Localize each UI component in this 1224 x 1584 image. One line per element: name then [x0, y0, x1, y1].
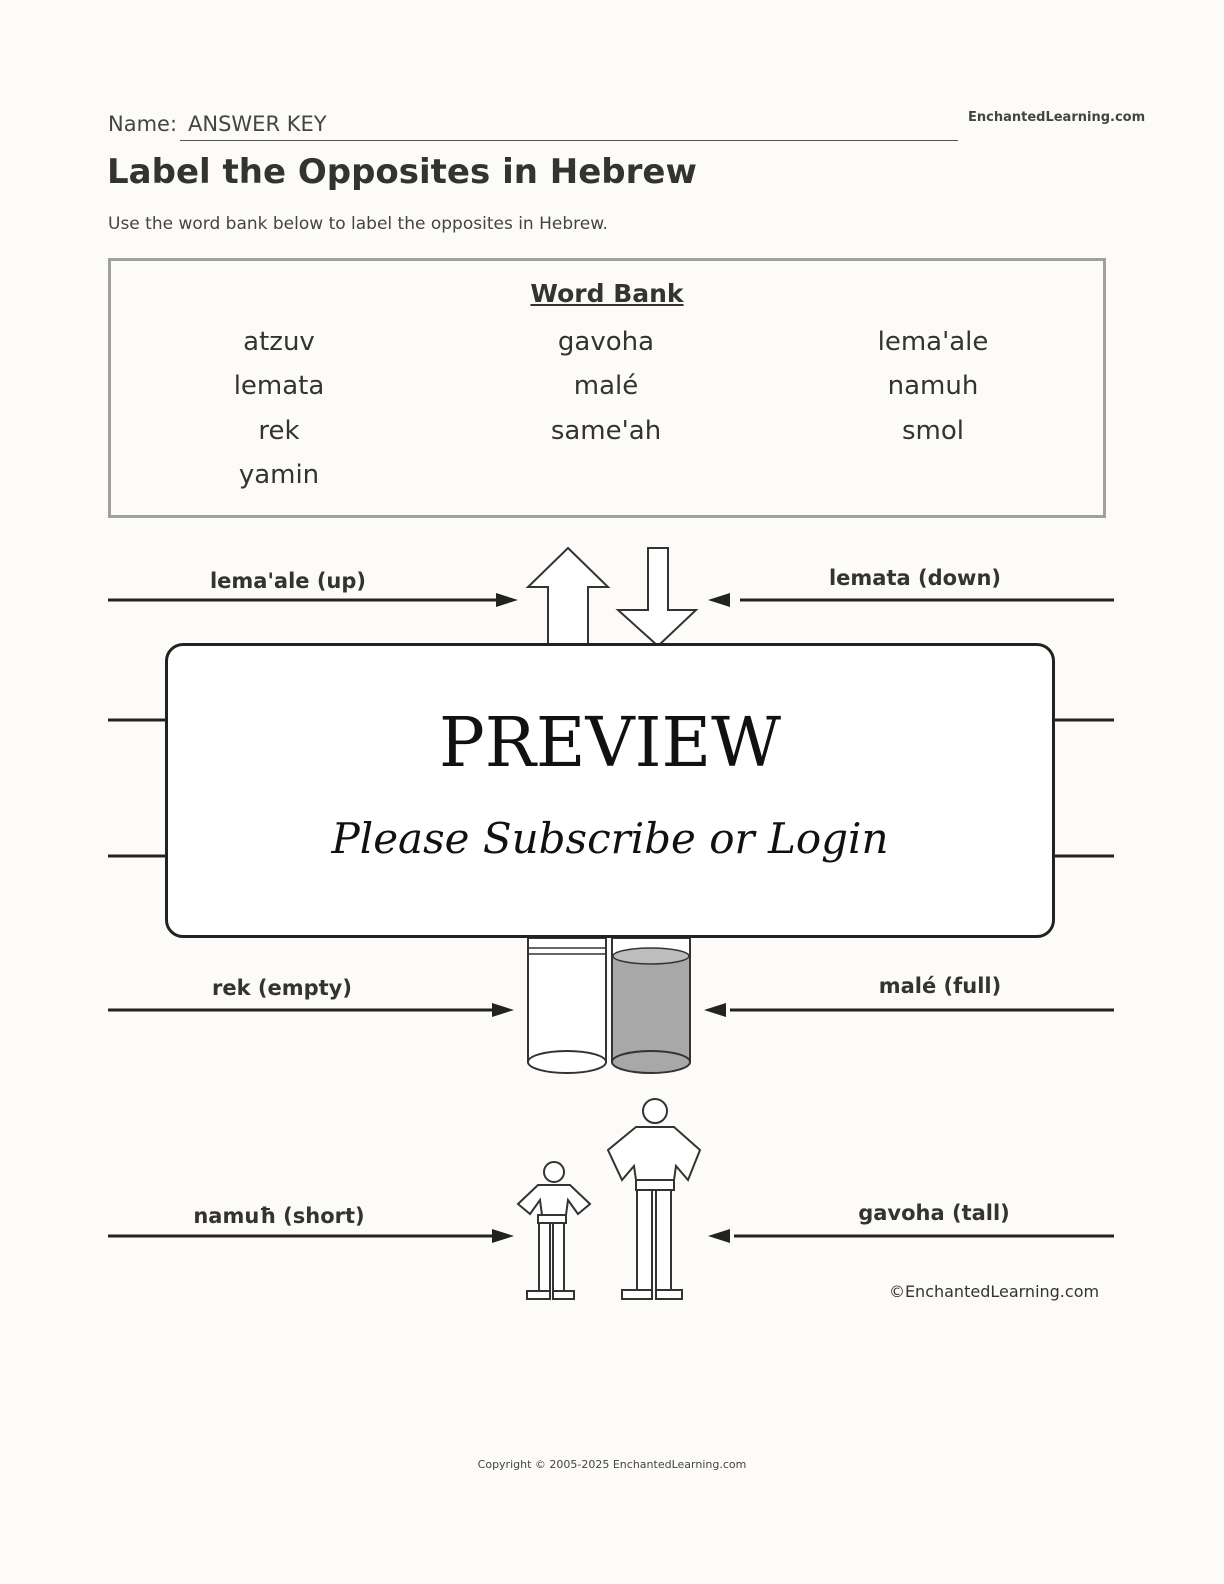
arrowhead-down-line	[708, 593, 730, 607]
full-glass-icon	[612, 938, 690, 1073]
word-bank-word: namuh	[887, 371, 979, 401]
word-bank-word: same'ah	[550, 416, 662, 446]
name-value[interactable]: ANSWER KEY	[188, 112, 327, 136]
footer-copyright: Copyright © 2005-2025 EnchantedLearning.com	[477, 1458, 747, 1471]
arrowhead-short-line	[492, 1229, 514, 1243]
up-arrow-icon	[528, 548, 608, 645]
preview-title: PREVIEW	[438, 704, 782, 783]
word-bank-word: atzuv	[243, 327, 315, 357]
preview-overlay[interactable]	[165, 643, 1055, 938]
label-down: lemata (down)	[828, 566, 1002, 590]
label-full: malé (full)	[878, 974, 1002, 998]
word-bank-word: smol	[901, 416, 964, 446]
word-bank-word: lemata	[233, 371, 325, 401]
tall-man-icon	[608, 1099, 700, 1299]
preview-subtitle[interactable]: Please Subscribe or Login	[331, 814, 889, 863]
word-bank-word: malé	[573, 371, 639, 401]
label-empty: rek (empty)	[212, 976, 352, 1000]
word-bank-title: Word Bank	[530, 279, 684, 308]
word-bank-word: lema'ale	[877, 327, 989, 357]
arrowhead-tall-line	[708, 1229, 730, 1243]
name-label: Name:	[108, 112, 178, 136]
arrowhead-empty-line	[492, 1003, 514, 1017]
site-link[interactable]: EnchantedLearning.com	[968, 110, 1146, 125]
arrowhead-up-line	[496, 593, 518, 607]
down-arrow-icon	[618, 548, 696, 646]
arrowhead-full-line	[704, 1003, 726, 1017]
label-up: lema'ale (up)	[209, 569, 367, 593]
label-short: namuħ (short)	[193, 1204, 365, 1228]
illustration-credit: ©EnchantedLearning.com	[888, 1282, 1100, 1301]
empty-glass-icon	[528, 938, 606, 1073]
label-tall: gavoha (tall)	[858, 1201, 1010, 1225]
short-man-icon	[518, 1162, 590, 1299]
page-title: Label the Opposites in Hebrew	[107, 152, 697, 192]
word-bank-word: yamin	[238, 460, 320, 490]
word-bank-word: gavoha	[557, 327, 655, 357]
instructions: Use the word bank below to label the opposites in Hebrew.	[108, 214, 608, 234]
word-bank-word: rek	[258, 416, 300, 446]
